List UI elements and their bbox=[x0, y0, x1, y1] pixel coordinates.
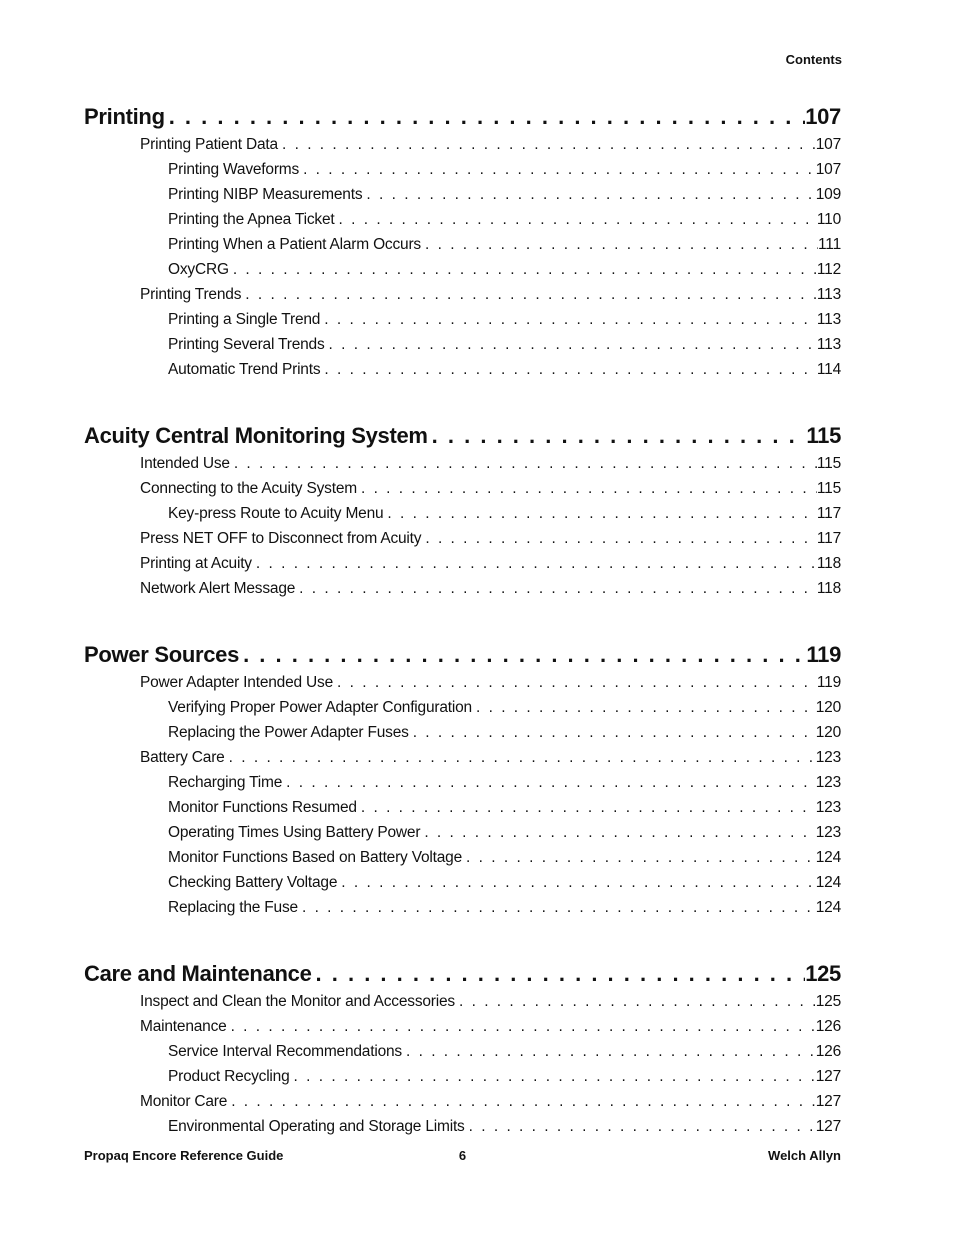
dot-leader bbox=[421, 236, 818, 254]
toc-entry-page: 124 bbox=[815, 849, 841, 866]
toc-entry[interactable] bbox=[84, 161, 841, 186]
toc-entry[interactable] bbox=[84, 749, 841, 774]
dot-leader bbox=[420, 824, 815, 842]
toc-entry[interactable] bbox=[84, 361, 841, 386]
footer-guide-title: Propaq Encore Reference Guide bbox=[84, 1148, 284, 1163]
toc-entry-title: Product Recycling bbox=[168, 1068, 290, 1085]
toc-entry-page: 125 bbox=[815, 993, 841, 1010]
toc-section bbox=[84, 104, 841, 386]
dot-leader bbox=[409, 724, 816, 742]
toc-section-heading[interactable] bbox=[84, 961, 841, 993]
toc-section-page: 107 bbox=[805, 104, 841, 129]
toc-section bbox=[84, 642, 841, 924]
page-footer bbox=[84, 1148, 841, 1163]
toc-entry[interactable] bbox=[84, 724, 841, 749]
toc-entry[interactable] bbox=[84, 236, 841, 261]
toc-entry-page: 111 bbox=[818, 236, 841, 253]
toc-entry-page: 123 bbox=[815, 824, 841, 841]
toc-entry-title: Key-press Route to Acuity Menu bbox=[168, 505, 384, 522]
toc-section-page: 115 bbox=[806, 423, 841, 448]
dot-leader bbox=[282, 774, 816, 792]
toc-entry[interactable] bbox=[84, 261, 841, 286]
dot-leader bbox=[325, 336, 817, 354]
toc-entry-title: Replacing the Power Adapter Fuses bbox=[168, 724, 409, 741]
toc-entry[interactable] bbox=[84, 1068, 841, 1093]
toc-entry-page: 107 bbox=[815, 161, 841, 178]
toc-entry-page: 120 bbox=[815, 724, 841, 741]
toc-entry[interactable] bbox=[84, 774, 841, 799]
toc-entry-page: 113 bbox=[816, 336, 841, 353]
dot-leader bbox=[472, 699, 816, 717]
toc-entry-title: Inspect and Clean the Monitor and Accessories bbox=[140, 993, 455, 1010]
toc-entry-title: Verifying Proper Power Adapter Configuration bbox=[168, 699, 472, 716]
toc-entry-title: Monitor Functions Resumed bbox=[168, 799, 357, 816]
dot-leader bbox=[227, 1093, 816, 1111]
dot-leader bbox=[165, 104, 805, 130]
toc-entry-title: Environmental Operating and Storage Limits bbox=[168, 1118, 465, 1135]
toc-entry[interactable] bbox=[84, 311, 841, 336]
toc-entry-page: 126 bbox=[815, 1018, 841, 1035]
toc-entry-page: 118 bbox=[816, 580, 841, 597]
toc-entry[interactable] bbox=[84, 480, 841, 505]
toc-entry-page: 114 bbox=[816, 361, 841, 378]
running-head: Contents bbox=[785, 52, 842, 67]
toc-entry-page: 119 bbox=[816, 674, 841, 691]
toc-entry-page: 117 bbox=[816, 530, 841, 547]
toc-entry-title: Replacing the Fuse bbox=[168, 899, 298, 916]
dot-leader bbox=[230, 455, 817, 473]
toc-entry-title: Printing at Acuity bbox=[140, 555, 252, 572]
toc-entry[interactable] bbox=[84, 1093, 841, 1118]
toc-section-heading[interactable] bbox=[84, 104, 841, 136]
toc-entry[interactable] bbox=[84, 455, 841, 480]
dot-leader bbox=[295, 580, 817, 598]
dot-leader bbox=[239, 642, 806, 668]
toc-entry[interactable] bbox=[84, 555, 841, 580]
toc-section bbox=[84, 961, 841, 1143]
dot-leader bbox=[421, 530, 817, 548]
toc-entry[interactable] bbox=[84, 211, 841, 236]
toc-entry[interactable] bbox=[84, 580, 841, 605]
toc-entry-page: 118 bbox=[816, 555, 841, 572]
toc-entry-title: Printing NIBP Measurements bbox=[168, 186, 363, 203]
toc-entry-page: 117 bbox=[816, 505, 841, 522]
toc-section-title: Power Sources bbox=[84, 642, 240, 667]
toc-entry-title: Printing Trends bbox=[140, 286, 242, 303]
toc-entry[interactable] bbox=[84, 849, 841, 874]
dot-leader bbox=[362, 186, 815, 204]
dot-leader bbox=[312, 961, 806, 987]
toc-entry-page: 120 bbox=[815, 699, 841, 716]
dot-leader bbox=[455, 993, 816, 1011]
toc-entry-page: 110 bbox=[816, 211, 841, 228]
toc-entry-title: Operating Times Using Battery Power bbox=[168, 824, 421, 841]
dot-leader bbox=[299, 161, 816, 179]
dot-leader bbox=[298, 899, 816, 917]
toc-section-page: 119 bbox=[806, 642, 841, 667]
dot-leader bbox=[278, 136, 816, 154]
toc-entry-page: 123 bbox=[815, 799, 841, 816]
dot-leader bbox=[337, 874, 815, 892]
toc-entry-title: OxyCRG bbox=[168, 261, 229, 278]
toc-entry[interactable] bbox=[84, 899, 841, 924]
dot-leader bbox=[465, 1118, 816, 1136]
toc-entry-title: Recharging Time bbox=[168, 774, 283, 791]
toc-entry-title: Printing Waveforms bbox=[168, 161, 300, 178]
dot-leader bbox=[462, 849, 816, 867]
toc-entry-title: Printing the Apnea Ticket bbox=[168, 211, 335, 228]
toc-entry-page: 127 bbox=[815, 1068, 841, 1085]
toc-entry[interactable] bbox=[84, 186, 841, 211]
page-number: 6 bbox=[458, 1148, 467, 1163]
toc-entry-page: 113 bbox=[816, 311, 841, 328]
toc-entry[interactable] bbox=[84, 1118, 841, 1143]
dot-leader bbox=[320, 311, 817, 329]
dot-leader bbox=[241, 286, 817, 304]
footer-company: Welch Allyn bbox=[768, 1148, 841, 1163]
table-of-contents bbox=[84, 104, 841, 1180]
toc-entry-title: Monitor Functions Based on Battery Voltage bbox=[168, 849, 463, 866]
toc-entry-page: 124 bbox=[815, 899, 841, 916]
toc-entry[interactable] bbox=[84, 674, 841, 699]
dot-leader bbox=[229, 261, 817, 279]
toc-entry-page: 115 bbox=[816, 480, 841, 497]
toc-entry-page: 124 bbox=[815, 874, 841, 891]
toc-entry-title: Printing Patient Data bbox=[140, 136, 278, 153]
dot-leader bbox=[252, 555, 817, 573]
toc-entry-title: Network Alert Message bbox=[140, 580, 296, 597]
toc-entry[interactable] bbox=[84, 874, 841, 899]
toc-section-title: Acuity Central Monitoring System bbox=[84, 423, 428, 448]
dot-leader bbox=[357, 799, 816, 817]
dot-leader bbox=[334, 211, 816, 229]
toc-entry-page: 127 bbox=[815, 1093, 841, 1110]
toc-entry[interactable] bbox=[84, 799, 841, 824]
toc-section bbox=[84, 423, 841, 605]
toc-entry[interactable] bbox=[84, 530, 841, 555]
dot-leader bbox=[428, 423, 807, 449]
toc-entry-page: 126 bbox=[815, 1043, 841, 1060]
toc-entry[interactable] bbox=[84, 286, 841, 311]
toc-section-heading[interactable] bbox=[84, 642, 841, 674]
toc-entry[interactable] bbox=[84, 505, 841, 530]
toc-section-heading[interactable] bbox=[84, 423, 841, 455]
toc-section-page: 125 bbox=[805, 961, 841, 986]
dot-leader bbox=[357, 480, 817, 498]
toc-entry-title: Intended Use bbox=[140, 455, 230, 472]
toc-entry[interactable] bbox=[84, 699, 841, 724]
toc-entry-title: Battery Care bbox=[140, 749, 225, 766]
toc-entry[interactable] bbox=[84, 1018, 841, 1043]
toc-entry-title: Press NET OFF to Disconnect from Acuity bbox=[140, 530, 422, 547]
toc-entry-page: 112 bbox=[816, 261, 841, 278]
toc-entry[interactable] bbox=[84, 336, 841, 361]
toc-entry-title: Monitor Care bbox=[140, 1093, 228, 1110]
toc-entry-page: 115 bbox=[816, 455, 841, 472]
toc-entry[interactable] bbox=[84, 993, 841, 1018]
toc-entry[interactable] bbox=[84, 824, 841, 849]
toc-section-title: Printing bbox=[84, 104, 165, 129]
dot-leader bbox=[402, 1043, 816, 1061]
toc-entry[interactable] bbox=[84, 1043, 841, 1068]
toc-entry-page: 107 bbox=[815, 136, 841, 153]
dot-leader bbox=[320, 361, 816, 379]
toc-entry-title: Printing a Single Trend bbox=[168, 311, 321, 328]
toc-entry-page: 113 bbox=[816, 286, 841, 303]
toc-entry-title: Checking Battery Voltage bbox=[168, 874, 338, 891]
toc-entry-title: Printing Several Trends bbox=[168, 336, 325, 353]
dot-leader bbox=[225, 749, 816, 767]
toc-entry-page: 109 bbox=[815, 186, 841, 203]
toc-entry-title: Maintenance bbox=[140, 1018, 227, 1035]
toc-entry-page: 127 bbox=[815, 1118, 841, 1135]
dot-leader bbox=[383, 505, 816, 523]
dot-leader bbox=[227, 1018, 816, 1036]
toc-section-title: Care and Maintenance bbox=[84, 961, 312, 986]
toc-entry-title: Automatic Trend Prints bbox=[168, 361, 321, 378]
toc-entry-title: Printing When a Patient Alarm Occurs bbox=[168, 236, 421, 253]
toc-entry-page: 123 bbox=[815, 749, 841, 766]
dot-leader bbox=[333, 674, 817, 692]
dot-leader bbox=[290, 1068, 816, 1086]
toc-entry[interactable] bbox=[84, 136, 841, 161]
toc-entry-title: Connecting to the Acuity System bbox=[140, 480, 357, 497]
toc-entry-title: Power Adapter Intended Use bbox=[140, 674, 333, 691]
toc-entry-page: 123 bbox=[815, 774, 841, 791]
toc-entry-title: Service Interval Recommendations bbox=[168, 1043, 402, 1060]
